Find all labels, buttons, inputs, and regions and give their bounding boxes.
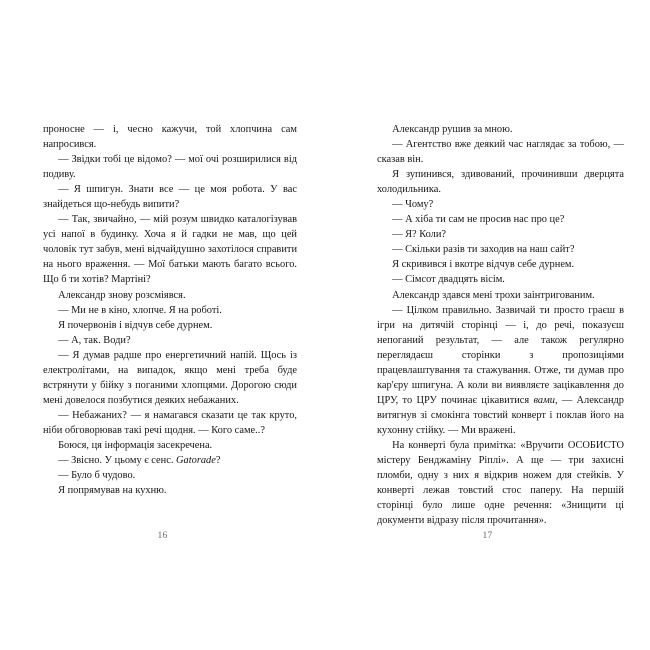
text-run: , — Александр витягнув зі смокінга товстий конверт і поклав його на кухонну стійку. — Ми вражені. xyxy=(377,394,624,436)
text-run: ? xyxy=(215,455,221,467)
paragraph: — Так, звичайно, — мій розум швидко каталогізував усі напої в будинку. Хоча я й гадки не мав, що цей чоловік тут забув, мені відчайдушно захотілося справити на нього враження. — Мої батьки мають багато всього. Що б ти хотів? Мартіні? xyxy=(43,214,297,286)
paragraph: — А, так. Води? xyxy=(58,334,131,346)
paragraph: — Я шпигун. Знати все — це моя робота. У вас знайдеться що-небудь випити? xyxy=(43,184,297,211)
paragraph-with-italic xyxy=(43,453,297,468)
text-run: — Звісно. У цьому є сенс. xyxy=(58,455,177,467)
text-run: — Цілком правильно. Зазвичай ти просто граєш в ігри на дитячій сторінці — і, до речі, показуєш непоганий результат, — але також регулярно переглядаєш сторінки з пропозиціями працевлаштування та стажування. Отже, ти думав про кар'єру шпигуна. А коли ви виявляєте зацікавлення до ЦРУ, то ЦРУ починає цікавитися xyxy=(377,304,624,406)
paragraph: Я скривився і вкотре відчув себе дурнем. xyxy=(392,259,575,271)
paragraph: — Було б чудово. xyxy=(58,470,136,482)
paragraph: Боюся, ця інформація засекречена. xyxy=(58,439,213,451)
paragraph: — Агентство вже деякий час наглядає за тобою, — сказав він. xyxy=(377,139,624,166)
paragraph: — Скільки разів ти заходив на наш сайт? xyxy=(392,244,575,256)
paragraph: Я почервонів і відчув себе дурнем. xyxy=(58,319,213,331)
paragraph: Александр рушив за мною. xyxy=(392,124,513,135)
italic-run: вами xyxy=(533,394,555,406)
italic-run: Gatorade xyxy=(176,455,216,467)
paragraph: — Сімсот двадцять вісім. xyxy=(392,274,505,286)
paragraph: — Ми не в кіно, хлопче. Я на роботі. xyxy=(58,304,222,316)
paragraph: — Я? Коли? xyxy=(392,229,447,241)
paragraph: — А хіба ти сам не просив нас про це? xyxy=(392,214,565,226)
page-number-right: 17 xyxy=(482,530,493,541)
paragraph: — Небажаних? — я намагався сказати це так круто, ніби обговорював такі речі щодня. — Кого саме..? xyxy=(43,409,297,436)
paragraph: — Я думав радше про енергетичний напій. Щось із електролітами, на випадок, якщо мені треба буде встрянути у бійку з поганими хлопцями. Дорогою сюди мені довелося позбутися деяких небажаних. xyxy=(43,349,297,406)
paragraph: На конверті була примітка: «Вручити ОСОБИСТО містеру Бенджаміну Ріплі». А ще — три захисні пломби, одну з них я відкрив ножем для стейків. У конверті лежав товстий стос паперу. На першій сторінці було лише одне речення: «Знищити ці документи відразу після прочитання». xyxy=(377,439,624,527)
paragraph: Я зупинився, здивований, прочинивши дверцята холодильника. xyxy=(377,169,624,196)
paragraph: — Звідки тобі це відомо? — мої очі розширилися від подиву. xyxy=(43,154,297,181)
page-right xyxy=(325,0,650,650)
paragraph: Александр знову розсміявся. xyxy=(58,289,186,301)
paragraph: Александр здався мені трохи заінтригованим. xyxy=(392,289,595,301)
page-number-left: 16 xyxy=(157,530,168,541)
paragraph: — Чому? xyxy=(392,199,434,211)
left-page-textblock xyxy=(43,122,297,498)
paragraph-with-italic xyxy=(377,303,624,438)
paragraph: Я попрямував на кухню. xyxy=(58,485,167,497)
paragraph: проносне — і, чесно кажучи, той хлопчина сам напросився. xyxy=(43,124,297,151)
right-page-textblock xyxy=(377,122,624,528)
